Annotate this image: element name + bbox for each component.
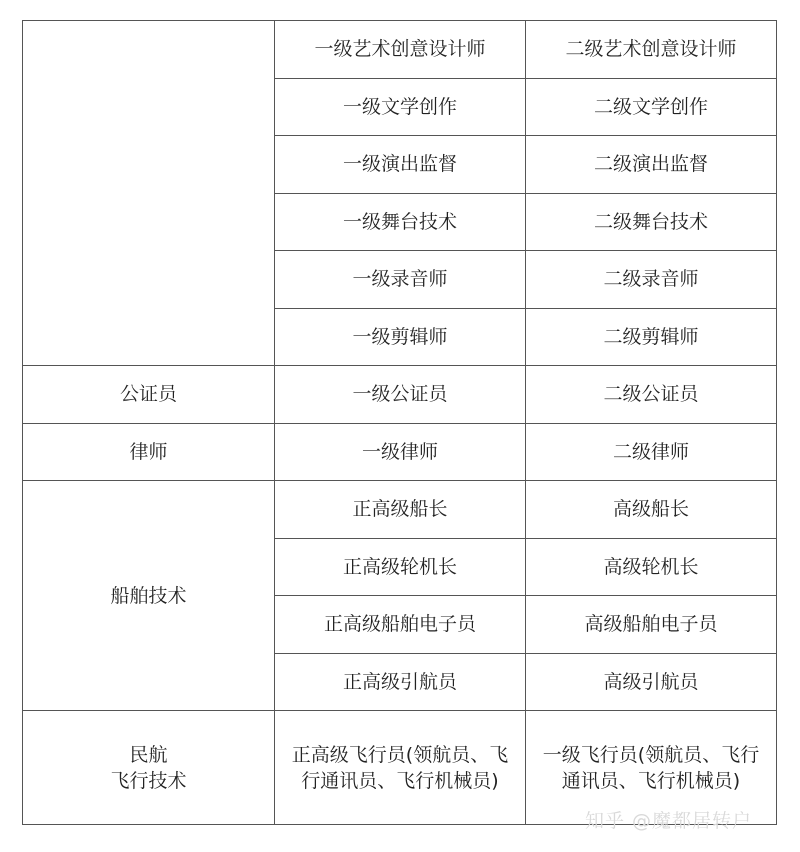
table-cell: 高级船长 (526, 481, 777, 539)
category-cell-empty (23, 21, 275, 366)
category-cell: 公证员 (23, 366, 275, 424)
qualification-table (22, 20, 777, 825)
cell-line: 行通讯员、飞行机械员) (301, 769, 499, 792)
table-cell: 正高级引航员 (275, 653, 526, 711)
table-row (23, 423, 777, 481)
table-row (23, 481, 777, 539)
table-cell: 一级演出监督 (275, 136, 526, 194)
table-cell: 高级引航员 (526, 653, 777, 711)
table-cell: 一级律师 (275, 423, 526, 481)
table-cell: 正高级船舶电子员 (275, 596, 526, 654)
table-cell: 正高级轮机长 (275, 538, 526, 596)
category-line: 飞行技术 (110, 769, 187, 792)
category-cell: 船舶技术 (23, 481, 275, 711)
table-cell: 一级文学创作 (275, 78, 526, 136)
table-cell: 一级公证员 (275, 366, 526, 424)
watermark: 知乎 @魔都居转户 (585, 810, 753, 832)
table-cell: 一级剪辑师 (275, 308, 526, 366)
table-cell: 二级舞台技术 (526, 193, 777, 251)
table-cell: 二级录音师 (526, 251, 777, 309)
table-cell: 一级舞台技术 (275, 193, 526, 251)
category-line: 民航 (129, 743, 168, 766)
table-cell: 二级艺术创意设计师 (526, 21, 777, 79)
table-cell: 二级公证员 (526, 366, 777, 424)
table-cell: 二级演出监督 (526, 136, 777, 194)
table-row (23, 366, 777, 424)
table-cell: 高级轮机长 (526, 538, 777, 596)
table-cell: 二级文学创作 (526, 78, 777, 136)
table-cell: 二级律师 (526, 423, 777, 481)
cell-line: 正高级飞行员(领航员、飞 (291, 743, 509, 766)
table-cell: 高级船舶电子员 (526, 596, 777, 654)
table-cell: 一级艺术创意设计师 (275, 21, 526, 79)
table-cell: 二级剪辑师 (526, 308, 777, 366)
table-row (23, 21, 777, 79)
category-cell: 律师 (23, 423, 275, 481)
cell-line: 通讯员、飞行机械员) (561, 769, 741, 792)
table-cell (275, 711, 526, 825)
cell-line: 一级飞行员(领航员、飞行 (542, 743, 760, 766)
table-cell: 一级录音师 (275, 251, 526, 309)
table-cell: 正高级船长 (275, 481, 526, 539)
category-cell (23, 711, 275, 825)
